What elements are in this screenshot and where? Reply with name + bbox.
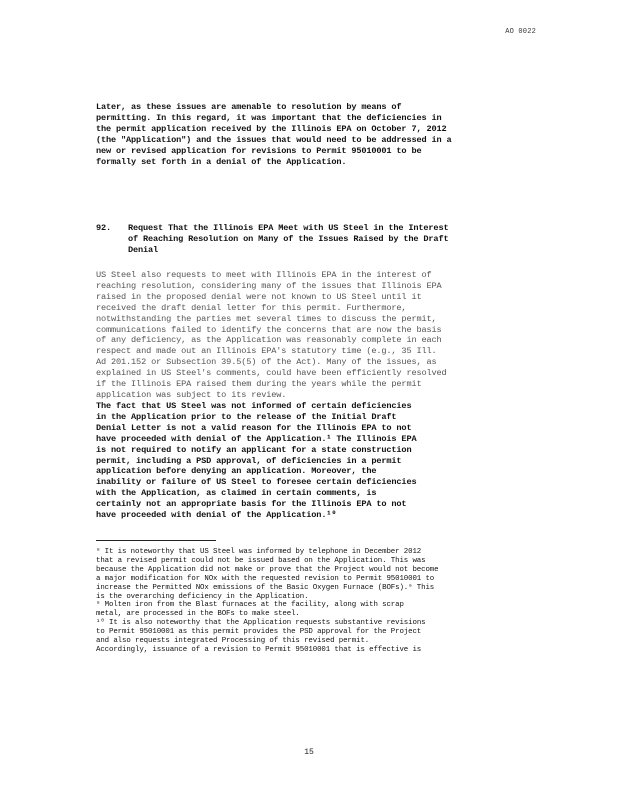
paragraph-2: US Steel also requests to meet with Illinois EPA in the interest of reaching resolution, considering many of the issues that Illinois EPA raised in the proposed denial were not known to US Steel until it received the draft denial letter for this permit. Furthermore, notwithstanding the parties met several times to discuss the permit, communications failed to identify the concerns that are now the basis of any deficiency, as the Application was reasonably complete in each respect and made out an Illinois EPA's statutory time (e.g., 35 Ill. Ad 201.152 or Subsection 39.5(5) of the Act). Many of the issues, as explained in US Steel's comments, could have been efficiently resolved if the Illinois EPA raised them during the years while the permit application was subject to its review. [96,270,447,400]
section-heading-text: Request That the Illinois EPA Meet with US Steel in the Interest of Reaching Resolution on Many of the Issues Raised by the Draft Denial [128,223,449,255]
footnotes: ⁸ It is noteworthy that US Steel was informed by telephone in December 2012 that a revised permit could not be issued based on the Application. This was because the Application did not make or prove that the Project would not become a major modification for NOx with the requested revision to Permit 95010001 to increase the Permitted NOx emissions of the Basic Oxygen Furnace (BOFs).⁹ This is the overarching deficiency in the Application. ⁹ Molten iron from the Blast furnaces at the facility, along with scrap metal, are processed in the BOFs to make steel. ¹⁰ It is also noteworthy that the Application requests substantive revisions to Permit 95010001 as this permit provides the PSD approval for the Project and also requests integrated Processing of this revised permit. Accordingly, issuance of a revision to Permit 95010001 that is effective is [96,548,439,654]
paragraph-1: Later, as these issues are amenable to resolution by means of permitting. In this regard, it was important that the deficiencies in the permit application received by the Illinois EPA on October 7, 2012 (the "Application") and the issues that would need to be addressed in a new or revised application for revisions to Permit 95010001 to be formally set forth in a denial of the Application. [96,102,452,167]
footnote-separator [96,540,216,541]
document-id: AO 0022 [505,28,536,36]
paragraph-3: The fact that US Steel was not informed of certain deficiencies in the Application prior to the release of the Initial Draft Denial Letter is not a valid reason for the Illinois EPA to not have proceeded with denial of the Application.¹ The Illinois EPA is not required to notify an applicant for a state construction permit, including a PSD approval, of deficiencies in a permit application before denying an application. Moreover, the inability or failure of US Steel to foresee certain deficiencies with the Application, as claimed in certain comments, is certainly not an appropriate basis for the Illinois EPA to not have proceeded with denial of the Application.¹⁰ [96,401,417,521]
section-number: 92. [96,223,112,233]
page-number: 15 [304,748,314,757]
